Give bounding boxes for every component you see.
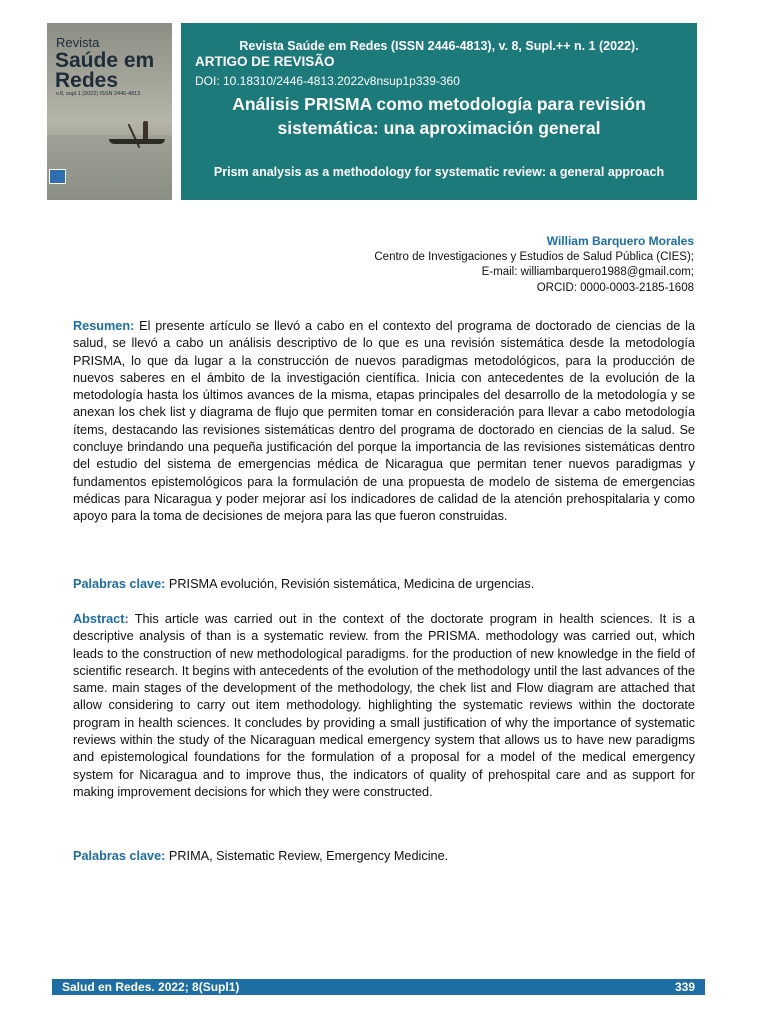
abstract-paragraph — [73, 611, 695, 801]
keywords-en-text: PRIMA, Sistematic Review, Emergency Medicine. — [165, 849, 449, 863]
resumen-label: Resumen: — [73, 319, 135, 333]
article-subtitle: Prism analysis as a methodology for systematic review: a general approach — [213, 165, 665, 179]
journal-citation: Revista Saúde em Redes (ISSN 2446-4813), v. 8, Supl.++ n. 1 (2022). — [239, 39, 639, 53]
author-email[interactable]: E-mail: williambarquero1988@gmail.com; — [481, 266, 694, 278]
page-footer — [52, 979, 705, 995]
keywords-es-label: Palabras clave: — [73, 577, 166, 591]
resumen-text: El presente artículo se llevó a cabo en el contexto del programa de doctorado de ciencias de la salud, se llevó a cabo un análisis descriptivo de lo que es una revisión sistemática desde la metodología PRISMA, lo que da lugar a la construcción de nuevos paradigmas metodológicos, para la producción de nuevos saberes en el ámbito de la investigación científica. Inicia con antecedentes de la evolución de la metodología hasta los últimos avances de la misma, etapas principales del desarrollo de la metodología y se anexan los chek list y diagrama de flujo que permiten tomar en consideración para llevar a cabo metodología ítems, destacando las revisiones sistemáticas dentro del programa de doctorado en ciencias de la salud. Se concluye brindando una pequeña justificación del porque la importancia de las revisiones sistemáticas dentro del estudio del sistema de emergencias médica de Nicaragua que permitan tener nuevos paradigmas y fundamentos epistemológicos para la formulación de una propuesta de modelo de sistema de emergencias médicas para Nicaragua y poder mejorar así los indicadores de calidad de la atención prehospitalaria y como apoyo para la toma de decisiones de mejora para las que fueron construidas. — [73, 319, 695, 524]
abstract-label: Abstract: — [73, 612, 129, 626]
footer-citation: Salud en Redes. 2022; 8(Supl1) — [62, 980, 240, 994]
header-band — [181, 23, 697, 200]
author-orcid[interactable]: ORCID: 0000-0003-2185-1608 — [536, 281, 694, 294]
keywords-en-paragraph — [73, 848, 695, 865]
cover-water — [47, 135, 172, 200]
cover-journal-name: Saúde em Redes — [55, 49, 155, 92]
journal-cover-image — [47, 23, 172, 200]
author-affiliation: Centro de Investigaciones y Estudios de Salud Pública (CIES); — [374, 250, 694, 263]
article-title: Análisis PRISMA como metodología para revisión sistemática: una aproximación general — [232, 94, 646, 138]
article-type: ARTIGO DE REVISÃO — [195, 54, 335, 69]
cover-logo-icon — [49, 169, 66, 184]
author-name: William Barquero Morales — [546, 234, 694, 248]
keywords-es-paragraph — [73, 576, 695, 593]
page-number: 339 — [674, 980, 695, 994]
resumen-paragraph — [73, 318, 695, 526]
author-block — [374, 234, 694, 296]
cover-revista-text: Revista — [56, 35, 100, 50]
doi-link[interactable]: DOI: 10.18310/2446-4813.2022v8nsup1p339-360 — [195, 74, 460, 88]
abstract-text: This article was carried out in the context of the doctorate program in health sciences. It is a descriptive analysis of than is a systematic review. from the PRISMA. methodology was carried out, which leads to the construction of new methodological paradigms. for the production of new knowledge in the field of scientific research. It begins with antecedents of the evolution of the methodology until the last advances of the same. main stages of the development of the methodology, the chek list and Flow diagram are attached that allow considering to carry out item methodology. highlighting the systematic reviews within the doctorate program in health sciences. It concludes by providing a small justification of why the importance of systematic reviews within the study of the Nicaraguan medical emergency system that allows us to have new paradigms and epistemological foundations for the formulation of a proposal for a model of the medical emergency system for Nicaragua and to improve thus, the indicators of quality of prehospital care and as support for making improvement decisions for which they were constructed. — [73, 612, 695, 799]
cover-person-figure — [143, 121, 148, 139]
cover-canoe — [109, 139, 165, 144]
keywords-es-text: PRISMA evolución, Revisión sistemática, Medicina de urgencias. — [165, 577, 535, 591]
keywords-en-label: Palabras clave: — [73, 849, 166, 863]
cover-volume-text: v.8, supl.1 (2022) ISSN 2446-4813 — [56, 91, 141, 97]
